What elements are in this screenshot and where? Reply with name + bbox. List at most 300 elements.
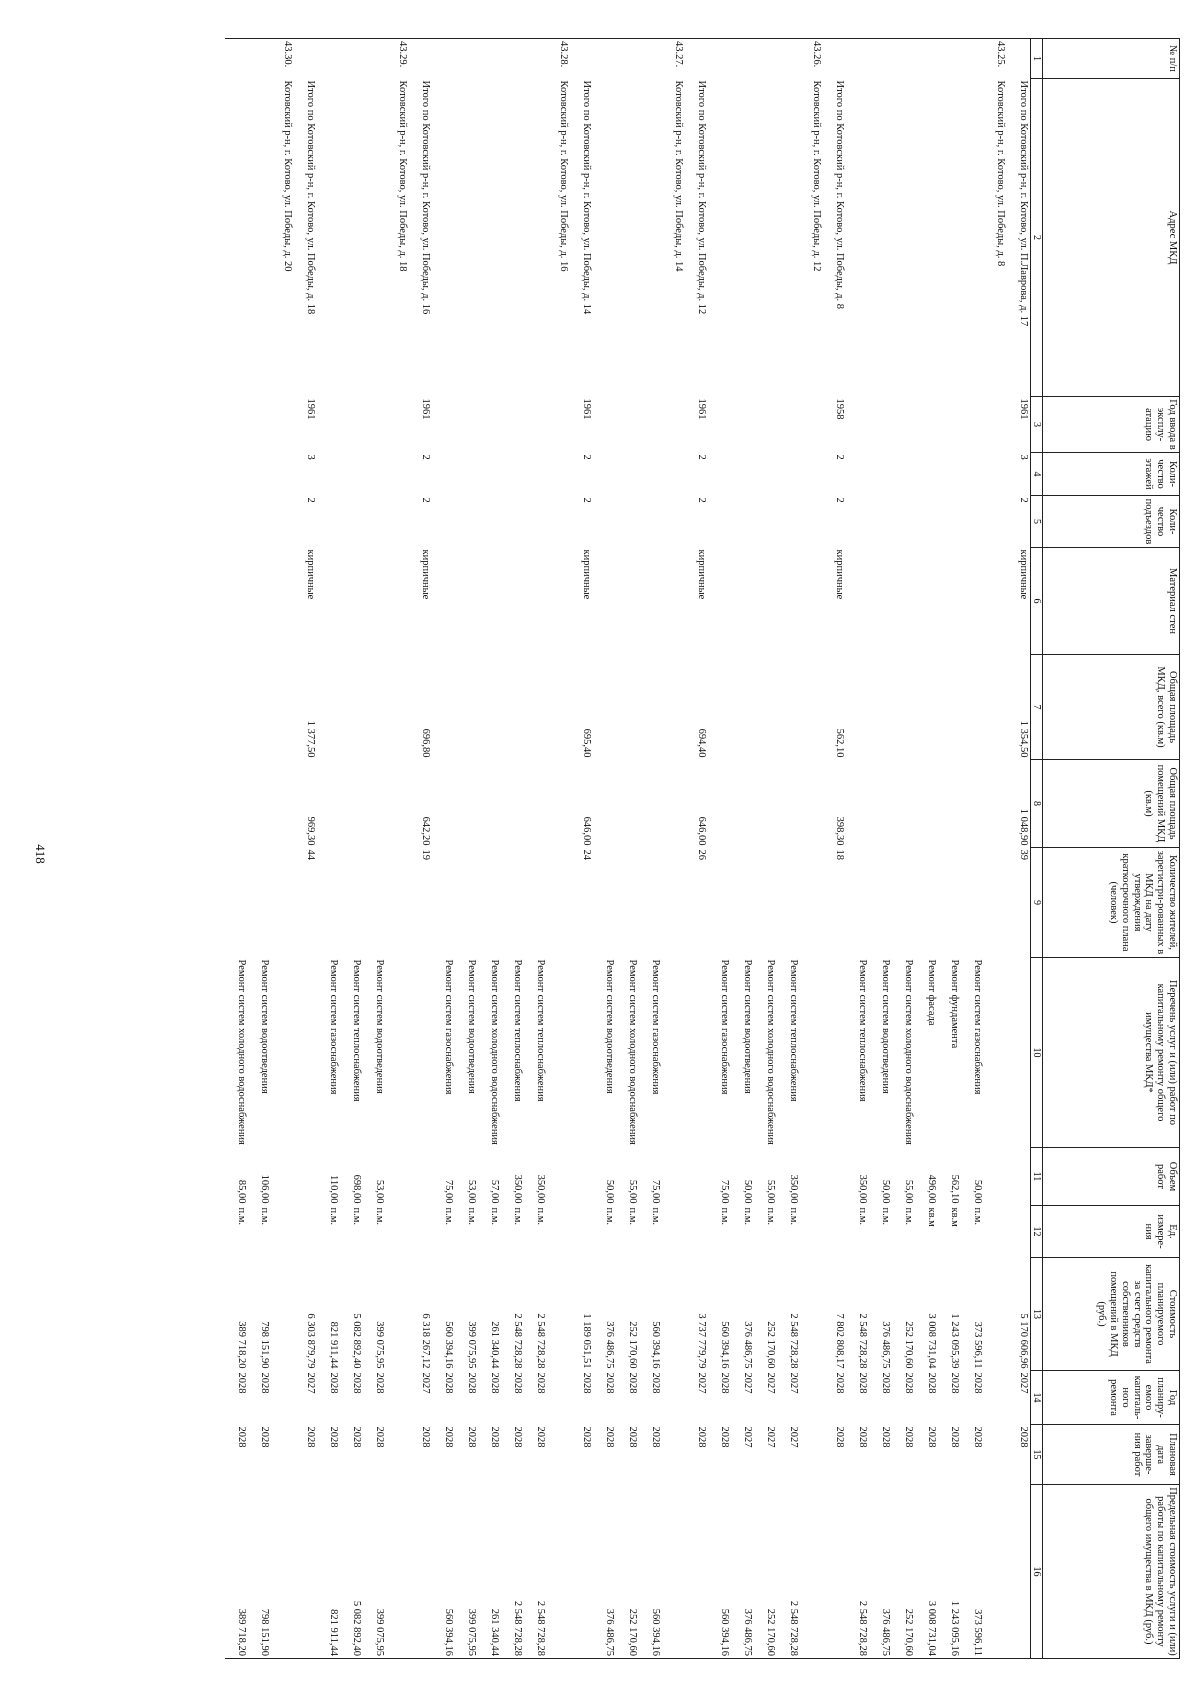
cell-col-12: п.м. [879, 1207, 891, 1226]
cell-col-1 [570, 39, 593, 79]
work-row [639, 39, 662, 1659]
cell-col-12: п.м. [258, 1207, 270, 1226]
cell-col-16 [271, 1485, 294, 1659]
cell-col-12 [570, 1206, 593, 1258]
cell-col-10: Ремонт фасада [925, 959, 937, 1026]
cell-col-2 [593, 79, 616, 397]
cell-col-13 [271, 1258, 294, 1371]
cell-col-2: Котовский р-н, г. Котово, ул. Победы, д. 18 [396, 80, 408, 272]
cell-col-3: 1958 [833, 398, 845, 420]
cell-col-12: п.м. [718, 1207, 730, 1226]
cell-col-11 [800, 1148, 823, 1206]
cell-col-11 [662, 1148, 685, 1206]
cell-col-10 [984, 958, 1007, 1148]
cell-col-14: 2028 [971, 1372, 983, 1394]
work-row [731, 39, 754, 1659]
cell-col-3 [547, 397, 570, 453]
cell-col-10: Ремонт систем холодного водоснабжения [488, 959, 500, 1145]
cell-col-15: 2027 [787, 1426, 799, 1448]
cell-col-8 [915, 760, 938, 848]
cell-col-12 [294, 1206, 317, 1258]
cell-col-1 [432, 39, 455, 79]
column-header-2: Адрес МКД [1043, 79, 1180, 397]
cell-col-13: 373 596,11 [971, 1321, 983, 1369]
cell-col-15: 2027 [764, 1426, 776, 1448]
cell-col-5 [524, 496, 547, 548]
cell-col-15 [984, 1425, 1007, 1485]
cell-col-8 [593, 760, 616, 848]
cell-col-14: 2028 [534, 1372, 546, 1394]
cell-col-12: кв.м [925, 1207, 937, 1227]
cell-col-2 [731, 79, 754, 397]
cell-col-11: 562,10 [948, 1174, 960, 1204]
cell-col-10: Ремонт систем теплоснабжения [534, 959, 546, 1102]
cell-col-9 [961, 848, 984, 958]
cell-col-10 [386, 958, 409, 1148]
cell-col-12 [547, 1206, 570, 1258]
column-number-16: 16 [1030, 1485, 1042, 1659]
cell-col-4 [271, 453, 294, 496]
cell-col-4 [777, 453, 800, 496]
column-number-6: 6 [1030, 548, 1042, 655]
cell-col-10 [547, 958, 570, 1148]
cell-col-12: п.м. [511, 1207, 523, 1226]
cell-col-10 [409, 958, 432, 1148]
cell-col-9 [501, 848, 524, 958]
cell-col-4 [961, 453, 984, 496]
cell-col-12: п.м. [488, 1207, 500, 1226]
cell-col-11 [570, 1148, 593, 1206]
page-number: 418 [33, 844, 48, 864]
cell-col-5 [984, 496, 1007, 548]
cell-col-11: 106,00 [258, 1174, 270, 1204]
cell-col-3 [961, 397, 984, 453]
cell-col-10: Ремонт фундамента [948, 959, 960, 1049]
column-number-5: 5 [1030, 496, 1042, 548]
column-number-9: 9 [1030, 848, 1042, 958]
cell-col-6 [455, 548, 478, 655]
cell-col-1 [754, 39, 777, 79]
column-number-14: 14 [1030, 1371, 1042, 1425]
cell-col-8 [938, 760, 961, 848]
cell-col-3: 1961 [580, 398, 592, 420]
cell-col-16 [547, 1485, 570, 1659]
cell-col-16: 376 486,75 [593, 1485, 616, 1659]
cell-col-1 [731, 39, 754, 79]
cell-col-15: 2028 [603, 1426, 615, 1448]
work-row [317, 39, 340, 1659]
column-header-8: Общая площадь помещений МКД (кв.м) [1043, 760, 1180, 848]
cell-col-6 [317, 548, 340, 655]
cell-col-10: Ремонт систем водоотведения [603, 959, 615, 1094]
work-row [938, 39, 961, 1659]
column-number-13: 13 [1030, 1258, 1042, 1371]
cell-col-2 [708, 79, 731, 397]
cell-col-16: 261 340,44 [478, 1485, 501, 1659]
column-header-6: Материал стен [1043, 548, 1180, 655]
work-row [225, 39, 248, 1659]
column-number-4: 4 [1030, 453, 1042, 496]
cell-col-2 [432, 79, 455, 397]
house-row [547, 39, 570, 1659]
cell-col-16: 252 170,60 [754, 1485, 777, 1659]
cell-col-9 [547, 848, 570, 958]
cell-col-8 [984, 760, 1007, 848]
cell-col-15: 2028 [304, 1426, 316, 1448]
cell-col-13: 376 486,75 [603, 1321, 615, 1369]
cell-col-8 [639, 760, 662, 848]
cell-col-12: п.м. [787, 1207, 799, 1226]
cell-col-16: 821 911,44 [317, 1485, 340, 1659]
cell-col-3: 1961 [304, 398, 316, 420]
cell-col-15: 2028 [534, 1426, 546, 1448]
cell-col-14: 2028 [879, 1372, 891, 1394]
cell-col-7 [593, 655, 616, 760]
cell-col-14: 2028 [511, 1372, 523, 1394]
cell-col-3 [317, 397, 340, 453]
cell-col-14: 2028 [580, 1372, 592, 1394]
cell-col-13: 399 075,95 [465, 1321, 477, 1369]
cell-col-3 [271, 397, 294, 453]
cell-col-15: 2028 [1017, 1426, 1029, 1448]
cell-col-1 [708, 39, 731, 79]
work-row [892, 39, 915, 1659]
work-row [248, 39, 271, 1659]
cell-col-13: 5 082 892,40 [350, 1313, 362, 1369]
cell-col-9: 44 [304, 849, 316, 860]
cell-col-15: 2028 [235, 1426, 247, 1448]
cell-col-13: 821 911,44 [327, 1321, 339, 1369]
column-header-7: Общая площадь МКД, всего (кв.м) [1043, 655, 1180, 760]
cell-col-10 [685, 958, 708, 1148]
cell-col-16: 252 170,60 [616, 1485, 639, 1659]
column-header-9: Количество жителей, зарегистри-рованных в МКД на дату утверждения краткосрочного плана (человек) [1043, 848, 1180, 958]
cell-col-12 [409, 1206, 432, 1258]
cell-col-13: 2 548 728,28 [856, 1313, 868, 1369]
cell-col-7: 1 377,50 [304, 720, 316, 758]
cell-col-12: п.м. [856, 1207, 868, 1226]
cell-col-8 [800, 760, 823, 848]
cell-col-4 [340, 453, 363, 496]
cell-col-9: 26 [695, 849, 707, 860]
cell-col-13: 3 737 779,79 [695, 1313, 707, 1369]
cell-col-8 [455, 760, 478, 848]
cell-col-1 [363, 39, 386, 79]
cell-col-15: 2028 [511, 1426, 523, 1448]
cell-col-3 [938, 397, 961, 453]
cell-col-15: 2028 [580, 1426, 592, 1448]
cell-col-8 [524, 760, 547, 848]
cell-col-5 [846, 496, 869, 548]
cell-col-6 [363, 548, 386, 655]
cell-col-8 [869, 760, 892, 848]
total-row [685, 39, 708, 1659]
cell-col-1 [317, 39, 340, 79]
cell-col-4 [455, 453, 478, 496]
cell-col-6 [432, 548, 455, 655]
cell-col-8 [478, 760, 501, 848]
cell-col-10: Ремонт систем теплоснабжения [856, 959, 868, 1102]
cell-col-12: п.м. [534, 1207, 546, 1226]
cell-col-11: 50,00 [741, 1179, 753, 1204]
cell-col-4 [846, 453, 869, 496]
cell-col-15: 2028 [327, 1426, 339, 1448]
cell-col-14: 2028 [373, 1372, 385, 1394]
cell-col-12 [800, 1206, 823, 1258]
cell-col-7 [432, 655, 455, 760]
cell-col-5 [340, 496, 363, 548]
cell-col-4: 3 [1017, 454, 1029, 460]
cell-col-13: 2 548 728,28 [511, 1313, 523, 1369]
cell-col-6 [754, 548, 777, 655]
cell-col-14: 2028 [442, 1372, 454, 1394]
cell-col-6 [616, 548, 639, 655]
house-row [271, 39, 294, 1659]
cell-col-14 [386, 1371, 409, 1425]
column-header-12: Ед. измере-ния [1043, 1206, 1180, 1258]
cell-col-11: 53,00 [373, 1179, 385, 1204]
column-header-5: Коли-чество подъездов [1043, 496, 1180, 548]
cell-col-9 [938, 848, 961, 958]
cell-col-3: 1961 [1017, 398, 1029, 420]
work-row [754, 39, 777, 1659]
cell-col-16 [570, 1485, 593, 1659]
cell-col-5 [593, 496, 616, 548]
cell-col-9 [317, 848, 340, 958]
cell-col-12: п.м. [603, 1207, 615, 1226]
cell-col-8 [363, 760, 386, 848]
cell-col-7: 562,10 [833, 728, 845, 758]
cell-col-2 [317, 79, 340, 397]
cell-col-4 [501, 453, 524, 496]
cell-col-15: 2028 [649, 1426, 661, 1448]
cell-col-14: 2028 [626, 1372, 638, 1394]
cell-col-6: кирпичные [833, 549, 845, 600]
cell-col-5 [708, 496, 731, 548]
cell-col-7 [708, 655, 731, 760]
total-row [823, 39, 846, 1659]
cell-col-7 [731, 655, 754, 760]
cell-col-10: Ремонт систем водоотведения [465, 959, 477, 1094]
cell-col-2: Котовский р-н, г. Котово, ул. Победы, д. 20 [281, 80, 293, 272]
cell-col-8 [547, 760, 570, 848]
column-number-2: 2 [1030, 79, 1042, 397]
cell-col-5: 2 [1017, 497, 1029, 503]
work-row [340, 39, 363, 1659]
cell-col-16: 5 082 892,40 [340, 1485, 363, 1659]
cell-col-6 [225, 548, 248, 655]
cell-col-2 [777, 79, 800, 397]
cell-col-1: 43.26. [800, 39, 823, 79]
total-row [1007, 39, 1031, 1659]
cell-col-10: Ремонт систем водоотведения [879, 959, 891, 1094]
column-header-16: Предельная стоимость услуги и (или) работы по капитальному ремонту общего имущества в МКД (руб.) [1043, 1485, 1180, 1659]
cell-col-14: 2028 [649, 1372, 661, 1394]
cell-col-1 [248, 39, 271, 79]
cell-col-7 [892, 655, 915, 760]
cell-col-7 [501, 655, 524, 760]
column-number-15: 15 [1030, 1425, 1042, 1485]
cell-col-2: Котовский р-н, г. Котово, ул. Победы, д. 8 [994, 80, 1006, 267]
cell-col-8 [271, 760, 294, 848]
cell-col-2: Итого по Котовский р-н, г. Котово, ул. П.Лаврова, д. 17 [1017, 80, 1029, 327]
cell-col-14: 2028 [235, 1372, 247, 1394]
cell-col-2 [248, 79, 271, 397]
cell-col-3 [662, 397, 685, 453]
cell-col-4 [708, 453, 731, 496]
cell-col-14: 2028 [902, 1372, 914, 1394]
cell-col-3 [731, 397, 754, 453]
cell-col-4 [869, 453, 892, 496]
cell-col-5: 2 [304, 497, 316, 503]
cell-col-13: 1 189 051,51 [580, 1313, 592, 1369]
cell-col-7 [938, 655, 961, 760]
cell-col-12: п.м. [442, 1207, 454, 1226]
cell-col-12: п.м. [902, 1207, 914, 1226]
work-row [593, 39, 616, 1659]
cell-col-5: 2 [419, 497, 431, 503]
cell-col-16: 373 596,11 [961, 1485, 984, 1659]
cell-col-8 [432, 760, 455, 848]
cell-col-6 [639, 548, 662, 655]
cell-col-5 [800, 496, 823, 548]
cell-col-6 [547, 548, 570, 655]
cell-col-7 [662, 655, 685, 760]
cell-col-1 [524, 39, 547, 79]
cell-col-6 [892, 548, 915, 655]
cell-col-9 [593, 848, 616, 958]
cell-col-15: 2028 [465, 1426, 477, 1448]
cell-col-7 [616, 655, 639, 760]
cell-col-13: 261 340,44 [488, 1321, 500, 1369]
cell-col-7 [846, 655, 869, 760]
table-body [225, 39, 1031, 1659]
cell-col-3 [363, 397, 386, 453]
cell-col-14: 2027 [419, 1372, 431, 1394]
cell-col-7 [984, 655, 1007, 760]
cell-col-13 [547, 1258, 570, 1371]
cell-col-8: 398,30 [833, 816, 845, 846]
cell-col-10 [1007, 958, 1031, 1148]
cell-col-2 [938, 79, 961, 397]
cell-col-10 [662, 958, 685, 1148]
column-number-12: 12 [1030, 1206, 1042, 1258]
cell-col-8: 1 048,90 [1017, 808, 1029, 846]
cell-col-3 [846, 397, 869, 453]
cell-col-10: Ремонт систем газоснабжения [442, 959, 454, 1095]
cell-col-7 [317, 655, 340, 760]
cell-col-16: 399 075,95 [363, 1485, 386, 1659]
cell-col-5 [455, 496, 478, 548]
cell-col-11: 55,00 [626, 1179, 638, 1204]
cell-col-13: 560 394,16 [649, 1321, 661, 1369]
cell-col-2 [846, 79, 869, 397]
cell-col-6 [869, 548, 892, 655]
cell-col-3 [478, 397, 501, 453]
cell-col-7 [340, 655, 363, 760]
cell-col-15 [800, 1425, 823, 1485]
cell-col-4 [386, 453, 409, 496]
cell-col-13 [984, 1258, 1007, 1371]
cell-col-14: 2028 [327, 1372, 339, 1394]
cell-col-8: 642,20 [419, 816, 431, 846]
cell-col-4 [478, 453, 501, 496]
cell-col-5 [478, 496, 501, 548]
cell-col-5 [777, 496, 800, 548]
cell-col-4 [984, 453, 1007, 496]
cell-col-13: 389 718,20 [235, 1321, 247, 1369]
cell-col-13 [800, 1258, 823, 1371]
cell-col-1 [869, 39, 892, 79]
cell-col-3 [777, 397, 800, 453]
cell-col-16: 399 075,95 [455, 1485, 478, 1659]
cell-col-2 [754, 79, 777, 397]
cell-col-1 [478, 39, 501, 79]
column-header-1: № п/п [1043, 39, 1180, 79]
cell-col-11: 698,00 [350, 1174, 362, 1204]
cell-col-3 [915, 397, 938, 453]
cell-col-15 [662, 1425, 685, 1485]
cell-col-9 [455, 848, 478, 958]
cell-col-14 [984, 1371, 1007, 1425]
cell-col-11: 50,00 [879, 1179, 891, 1204]
cell-col-10 [800, 958, 823, 1148]
cell-col-11 [294, 1148, 317, 1206]
cell-col-3 [225, 397, 248, 453]
cell-col-10: Ремонт систем газоснабжения [327, 959, 339, 1095]
cell-col-2 [363, 79, 386, 397]
cell-col-6 [961, 548, 984, 655]
cell-col-13: 2 548 728,28 [787, 1313, 799, 1369]
cell-col-7 [478, 655, 501, 760]
cell-col-2 [892, 79, 915, 397]
cell-col-5 [754, 496, 777, 548]
column-header-3: Год ввода в эксплу-атацию [1043, 397, 1180, 453]
cell-col-6: кирпичные [1017, 549, 1029, 600]
cell-col-11: 75,00 [442, 1179, 454, 1204]
cell-col-8 [317, 760, 340, 848]
cell-col-10 [294, 958, 317, 1148]
cell-col-5 [938, 496, 961, 548]
cell-col-11 [1007, 1148, 1031, 1206]
cell-col-8 [892, 760, 915, 848]
cell-col-5 [501, 496, 524, 548]
cell-col-3 [386, 397, 409, 453]
cell-col-7 [386, 655, 409, 760]
cell-col-4: 2 [580, 454, 592, 460]
cell-col-9 [248, 848, 271, 958]
cell-col-9 [869, 848, 892, 958]
cell-col-1 [892, 39, 915, 79]
cell-col-3: 1961 [419, 398, 431, 420]
cell-col-9 [524, 848, 547, 958]
cell-col-6 [708, 548, 731, 655]
cell-col-14: 2028 [488, 1372, 500, 1394]
cell-col-9 [662, 848, 685, 958]
cell-col-2: Итого по Котовский р-н, г. Котово, ул. Победы, д. 18 [304, 80, 316, 315]
cell-col-5 [961, 496, 984, 548]
cell-col-15: 2028 [879, 1426, 891, 1448]
cell-col-4: 2 [833, 454, 845, 460]
cell-col-14: 2028 [465, 1372, 477, 1394]
cell-col-4 [639, 453, 662, 496]
cell-col-10: Ремонт систем водоотведения [373, 959, 385, 1094]
cell-col-14: 2028 [856, 1372, 868, 1394]
column-header-10: Перечень услуг и (или) работ по капитальному ремонту общего имущества МКД* [1043, 958, 1180, 1148]
cell-col-13: 560 394,16 [442, 1321, 454, 1369]
cell-col-16 [386, 1485, 409, 1659]
cell-col-14: 2028 [258, 1372, 270, 1394]
